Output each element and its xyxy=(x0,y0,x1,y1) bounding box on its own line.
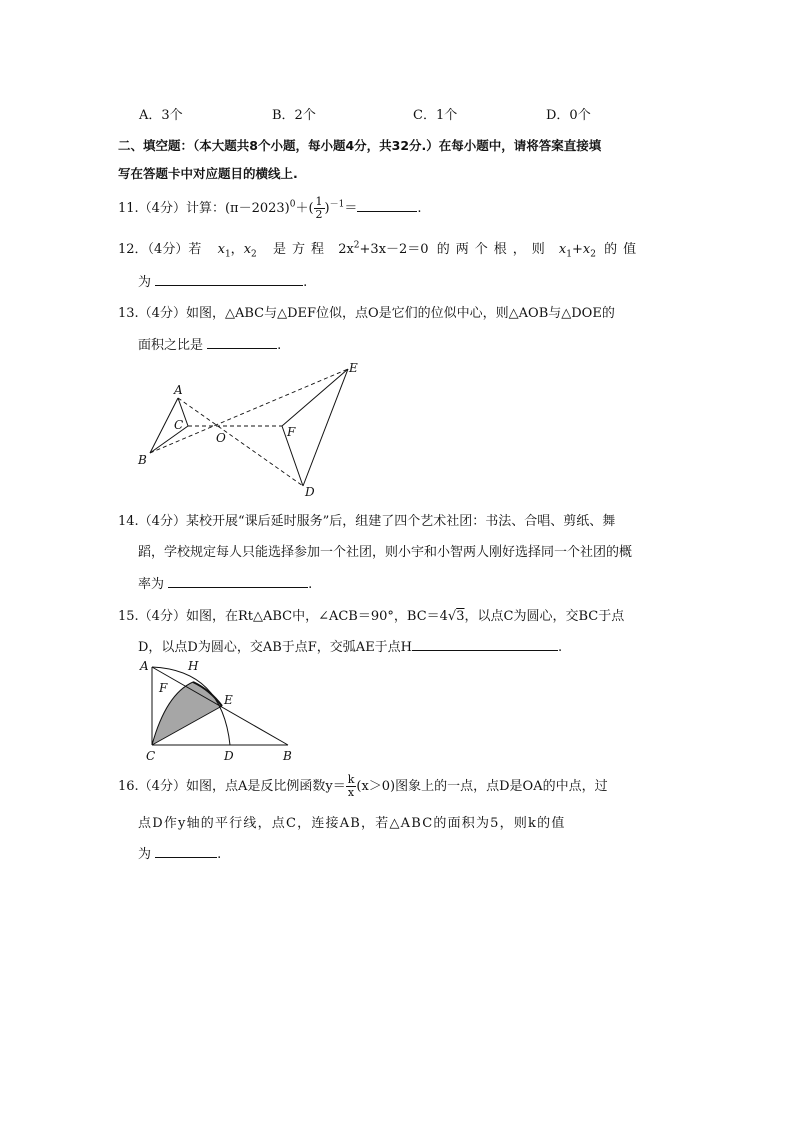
fig13-edge-de xyxy=(303,369,348,486)
question-13-line2 xyxy=(138,334,281,353)
q16-fraction xyxy=(346,774,357,799)
question-14-line3 xyxy=(138,573,312,592)
q12-text-b: 是方程 xyxy=(273,242,331,257)
q11-den: 2 xyxy=(315,208,323,221)
fig13-label-e: E xyxy=(349,361,358,375)
figure-13 xyxy=(130,356,380,501)
figure-15 xyxy=(132,654,302,766)
q16-answer-blank[interactable] xyxy=(155,845,217,858)
q13-end: . xyxy=(277,338,282,353)
fig15-label-e: E xyxy=(224,693,233,707)
question-14-line1: 14.（4分）某校开展“课后延时服务”后，组建了四个艺术社团：书法、合唱、剪纸、舞 xyxy=(118,514,616,529)
q12-sum-plus: +x xyxy=(571,242,591,257)
question-11 xyxy=(118,196,422,221)
q11-eq: ＝ xyxy=(344,201,358,216)
q16-num: k xyxy=(347,773,355,786)
q16-den: x xyxy=(347,786,355,799)
q15-end: . xyxy=(558,640,563,655)
question-15-line1 xyxy=(118,605,624,624)
q15-text-c: D，以点D为圆心，交AB于点F，交弧AE于点H xyxy=(138,640,413,655)
q12-sum: x xyxy=(558,242,567,257)
fig13-label-o: O xyxy=(216,431,226,445)
fig13-dash-ad xyxy=(178,398,303,486)
q12-eqn: 2x xyxy=(338,242,354,257)
q16-text-c: 为 xyxy=(138,847,152,862)
q12-text-a: 12．（4分）若 xyxy=(118,242,202,257)
q12-text-d: 的值 xyxy=(604,242,643,257)
question-12-line1 xyxy=(118,238,642,260)
q14-text: 率为 xyxy=(138,577,165,592)
q13-text: 面积之比是 xyxy=(138,338,204,353)
q12-x2-sub: 2 xyxy=(251,249,257,260)
q13-answer-blank[interactable] xyxy=(207,336,277,349)
fig13-label-a: A xyxy=(174,383,183,397)
fig13-dash-be xyxy=(150,369,348,453)
q15-text-a: 15.（4分）如图，在Rt△ABC中，∠ACB＝90°，BC＝4 xyxy=(118,609,448,624)
q16-end: . xyxy=(217,847,222,862)
option-d: D．0个 xyxy=(546,108,591,123)
fig13-label-d: D xyxy=(305,485,315,499)
q12-comma: ， xyxy=(230,242,244,257)
fig15-label-a: A xyxy=(140,659,149,673)
q12-x1-sub: 1 xyxy=(224,249,231,260)
q12-sum-sub1: 1 xyxy=(566,249,572,260)
q11-answer-blank[interactable] xyxy=(357,199,417,212)
q12-sum-sub2: 2 xyxy=(590,249,596,260)
q12-answer-blank[interactable] xyxy=(155,273,303,286)
fig13-label-c: C xyxy=(174,418,184,432)
q12-end: . xyxy=(303,275,308,290)
q15-answer-blank[interactable] xyxy=(412,638,558,651)
q11-close: ) xyxy=(324,201,330,216)
q11-expr-a: (π－2023) xyxy=(224,201,290,216)
section-heading-line1: 二、填空题：（本大题共8个小题，每小题4分，共32分.）在每小题中，请将答案直接填 xyxy=(118,138,602,153)
q11-num: 1 xyxy=(315,195,323,208)
fig15-label-f: F xyxy=(159,681,168,695)
section-heading-line2: 写在答题卡中对应题目的横线上. xyxy=(118,166,298,181)
q16-text-b: 图象上的一点，点D是OA的中点，过 xyxy=(395,779,608,794)
question-12-line2 xyxy=(138,271,307,290)
option-b: B．2个 xyxy=(272,108,316,123)
q11-end: . xyxy=(417,201,422,216)
q12-x2: x xyxy=(243,242,252,257)
question-16-line3 xyxy=(138,843,221,862)
q12-x1: x xyxy=(217,242,225,257)
q14-end: . xyxy=(308,577,313,592)
q11-prefix: 11.（4分）计算： xyxy=(118,201,225,216)
q16-y: y＝ xyxy=(325,779,346,794)
question-13-line1: 13.（4分）如图，△ABC与△DEF位似，点O是它们的位似中心，则△AOB与△DOE的 xyxy=(118,306,615,321)
q12-eqn-sup: 2 xyxy=(353,240,360,251)
q11-plus: ＋( xyxy=(295,201,314,216)
q16-condition: (x＞0) xyxy=(356,779,396,794)
option-a: A．3个 xyxy=(139,108,183,123)
fig15-label-b: B xyxy=(283,749,292,763)
q12-eqn-rest: +3x－2＝0 xyxy=(359,242,429,257)
fig15-label-d: D xyxy=(224,749,234,763)
q15-sqrt-sign: √ xyxy=(447,609,457,624)
fig13-edge-ef xyxy=(282,369,348,426)
fig15-label-c: C xyxy=(146,749,156,763)
q15-sqrt-value: 3 xyxy=(456,609,465,624)
q11-exp-a: 0 xyxy=(289,199,296,210)
fig15-label-h: H xyxy=(188,659,199,673)
question-16-line1 xyxy=(118,774,608,799)
fig13-label-f: F xyxy=(287,425,296,439)
question-15-line2 xyxy=(138,636,562,655)
q12-text-c: 的两个根，则 xyxy=(436,242,551,257)
q11-exp-b: －1 xyxy=(329,199,345,210)
q12-wei: 为 xyxy=(138,275,152,290)
fig13-label-b: B xyxy=(138,453,147,467)
q14-answer-blank[interactable] xyxy=(168,575,308,588)
question-16-line2: 点D作y轴的平行线，点C，连接AB，若△ABC的面积为5，则k的值 xyxy=(138,816,566,831)
q15-text-b: ，以点C为圆心，交BC于点 xyxy=(464,609,625,624)
q11-fraction xyxy=(314,196,325,221)
question-14-line2: 蹈，学校规定每人只能选择参加一个社团，则小宇和小智两人刚好选择同一个社团的概 xyxy=(138,545,633,560)
option-c: C．1个 xyxy=(413,108,458,123)
q16-text-a: 16.（4分）如图，点A是反比例函数 xyxy=(118,779,326,794)
